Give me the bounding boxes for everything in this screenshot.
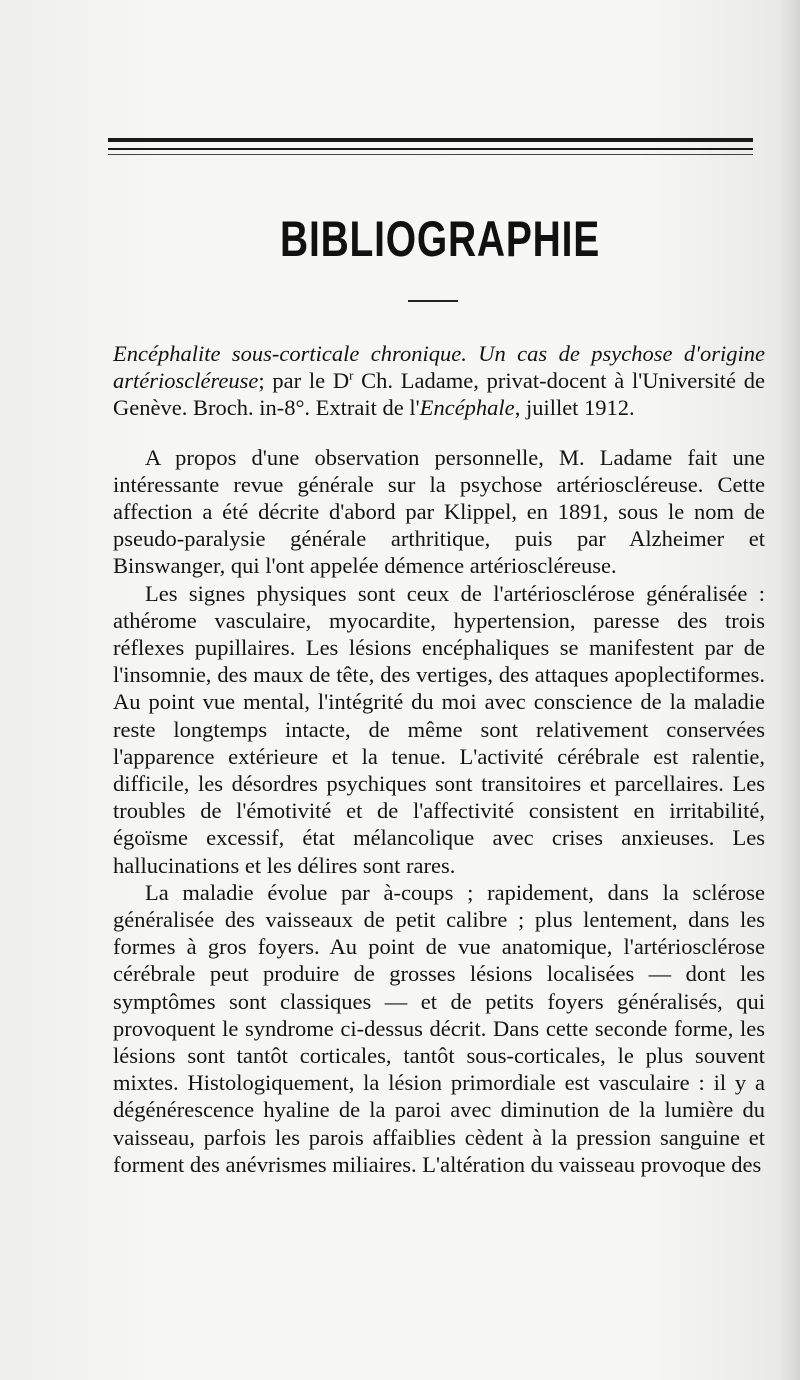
paragraph-2: Les signes physiques sont ceux de l'artériosclérose généralisée : athérome vasculaire, myocardite, hypertension, paresse des trois réflexes pupillaires. Les lésions encéphaliques se manifestent par de l'insomnie, des maux de tête, des vertiges, des attaques apoplectiformes. Au point vue mental, l'intégrité du moi avec conscience de la maladie reste longtemps intacte, de même sont relativement conservées l'apparence extérieure et la tenue. L'activité cérébrale est ralentie, difficile, les désordres psychiques sont transitoires et parcellaires. Les troubles de l'émotivité et de l'affectivité consistent en irritabilité, égoïsme excessif, état mélancolique avec crises anxieuses. Les hallucinations et les délires sont rares. — [113, 580, 765, 878]
page-edge-shadow — [778, 0, 800, 1380]
paragraph-3: La maladie évolue par à-coups ; rapidement, dans la sclérose généralisée des vaisseaux de petit calibre ; plus lentement, dans les formes à gros foyers. Au point de vue anatomique, l'artériosclérose cérébrale peut produire de grosses lésions localisées — dont les symptômes sont classiques — et de petits foyers généralisés, qui provoquent le syndrome ci-dessus décrit. Dans cette seconde forme, les lésions sont tantôt corticales, tantôt sous-corticales, le plus souvent mixtes. Histologiquement, la lésion primordiale est vasculaire : il y a dégénérescence hyaline de la paroi avec diminution de la lumière du vaisseau, parfois les parois affaiblies cèdent à la pression sanguine et forment des anévrismes miliaires. L'altération du vaisseau provoque des — [113, 879, 765, 1177]
title-divider — [408, 300, 458, 302]
bibliographic-entry — [113, 340, 765, 422]
top-rule-thick — [108, 138, 753, 142]
page-title: BIBLIOGRAPHIE — [280, 211, 600, 267]
entry-journal: Encéphale — [419, 395, 515, 421]
entry-title: Encéphalite sous-corticale chronique. Un cas de psychose d'origine artérioscléreuse — [113, 341, 765, 394]
entry-author: ; par le D — [258, 368, 350, 394]
top-rule-medium — [108, 148, 753, 150]
article-body — [113, 340, 765, 1178]
entry-details: Ch. Ladame, privat-docent à l'Université de Genève. Broch. in-8°. Extrait de l' — [113, 368, 766, 421]
paragraph-1: A propos d'une observation personnelle, M. Ladame fait une intéressante revue générale sur la psychose artérioscléreuse. Cette affection a été décrite d'abord par Klippel, en 1891, sous le nom de pseudo-paralysie générale arthritique, puis par Alzheimer et Binswanger, qui l'ont appelée démence artérioscléreuse. — [113, 444, 765, 579]
entry-author-sup: r — [349, 367, 354, 383]
top-rule-thin — [108, 154, 753, 155]
entry-date: , juillet 1912. — [514, 395, 635, 421]
